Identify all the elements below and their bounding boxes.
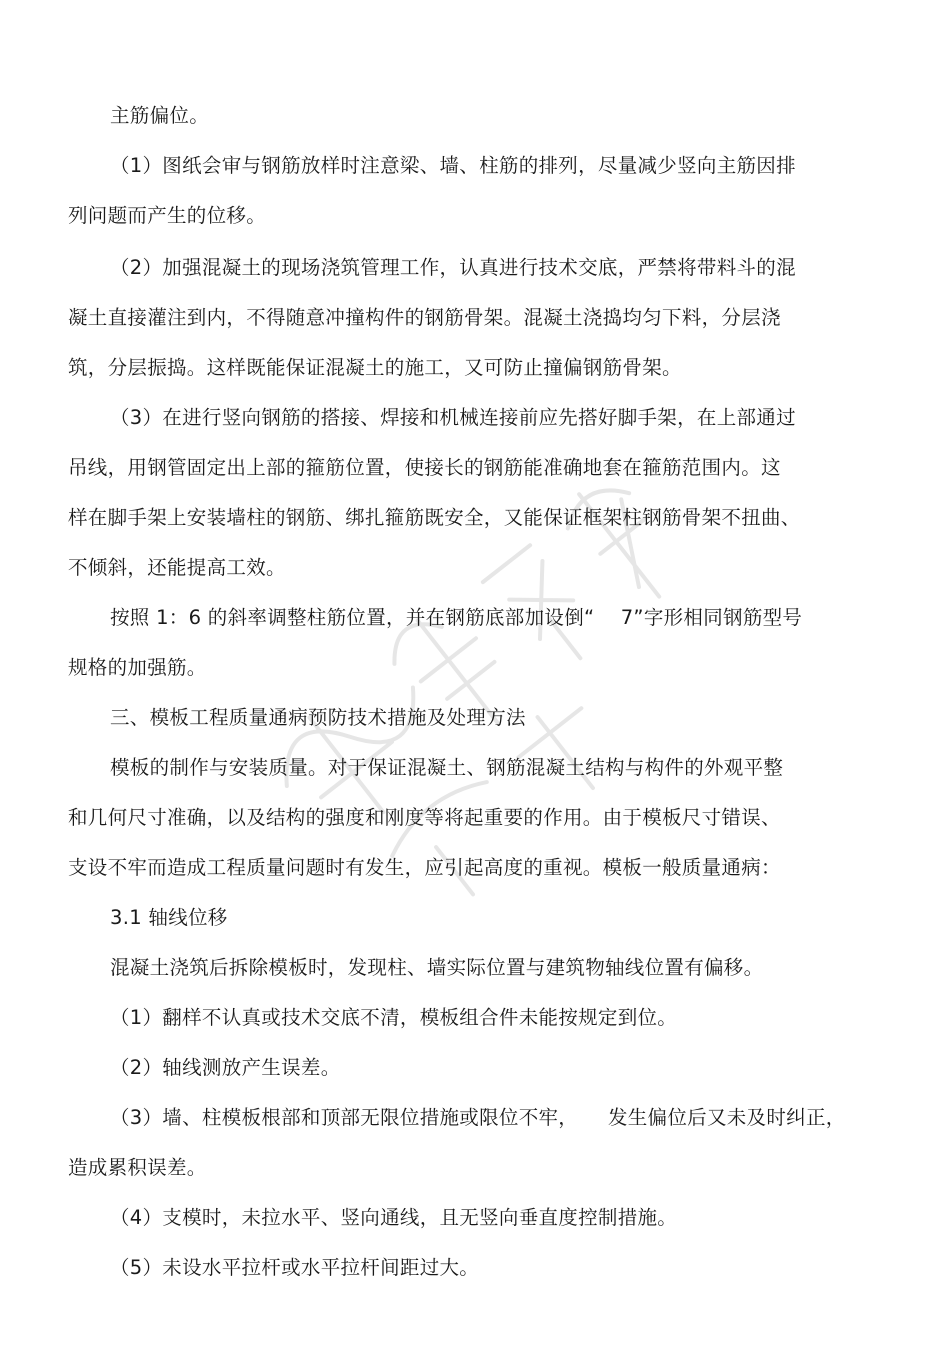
text-line: 规格的加强筋。 (68, 656, 207, 679)
text-line: （1）翻样不认真或技术交底不清，模板组合件未能按规定到位。 (110, 1006, 678, 1029)
text-line: （3）在进行竖向钢筋的搭接、焊接和机械连接前应先搭好脚手架，在上部通过 (110, 406, 796, 429)
text-line: 筑，分层振捣。这样既能保证混凝土的施工，又可防止撞偏钢筋骨架。 (68, 356, 682, 379)
text-line: （4）支模时，未拉水平、竖向通线，且无竖向垂直度控制措施。 (110, 1206, 678, 1229)
text-line: 列问题而产生的位移。 (68, 204, 267, 227)
text-line: 不倾斜，还能提高工效。 (68, 556, 286, 579)
text-line: （3）墙、柱模板根部和顶部无限位措施或限位不牢， 发生偏位后又未及时纠正， (110, 1106, 846, 1129)
text-line: 模板的制作与安装质量。对于保证混凝土、钢筋混凝土结构与构件的外观平整 (110, 756, 784, 779)
text-line: （5）未设水平拉杆或水平拉杆间距过大。 (110, 1256, 480, 1279)
text-line: 和几何尺寸准确，以及结构的强度和刚度等将起重要的作用。由于模板尺寸错误、 (68, 806, 781, 829)
text-line: 按照 1：6 的斜率调整柱筋位置，并在钢筋底部加设倒“ 7”字形相同钢筋型号 (110, 606, 803, 629)
text-line: 造成累积误差。 (68, 1156, 207, 1179)
subsection-heading: 3.1 轴线位移 (110, 906, 228, 929)
text-line: （1）图纸会审与钢筋放样时注意梁、墙、柱筋的排列，尽量减少竖向主筋因排 (110, 154, 796, 177)
text-line: 样在脚手架上安装墙柱的钢筋、绑扎箍筋既安全，又能保证框架柱钢筋骨架不扭曲、 (68, 506, 801, 529)
text-line: 支设不牢而造成工程质量问题时有发生，应引起高度的重视。模板一般质量通病： (68, 856, 781, 879)
text-line: 混凝土浇筑后拆除模板时，发现柱、墙实际位置与建筑物轴线位置有偏移。 (110, 956, 764, 979)
text-line: 主筋偏位。 (110, 104, 210, 127)
text-line: （2）加强混凝土的现场浇筑管理工作，认真进行技术交底，严禁将带料斗的混 (110, 256, 796, 279)
text-line: （2）轴线测放产生误差。 (110, 1056, 341, 1079)
section-heading: 三、模板工程质量通病预防技术措施及处理方法 (110, 706, 526, 729)
text-line: 凝土直接灌注到内，不得随意冲撞构件的钢筋骨架。混凝土浇捣均匀下料，分层浇 (68, 306, 781, 329)
text-line: 吊线，用钢管固定出上部的箍筋位置，使接长的钢筋能准确地套在箍筋范围内。这 (68, 456, 781, 479)
